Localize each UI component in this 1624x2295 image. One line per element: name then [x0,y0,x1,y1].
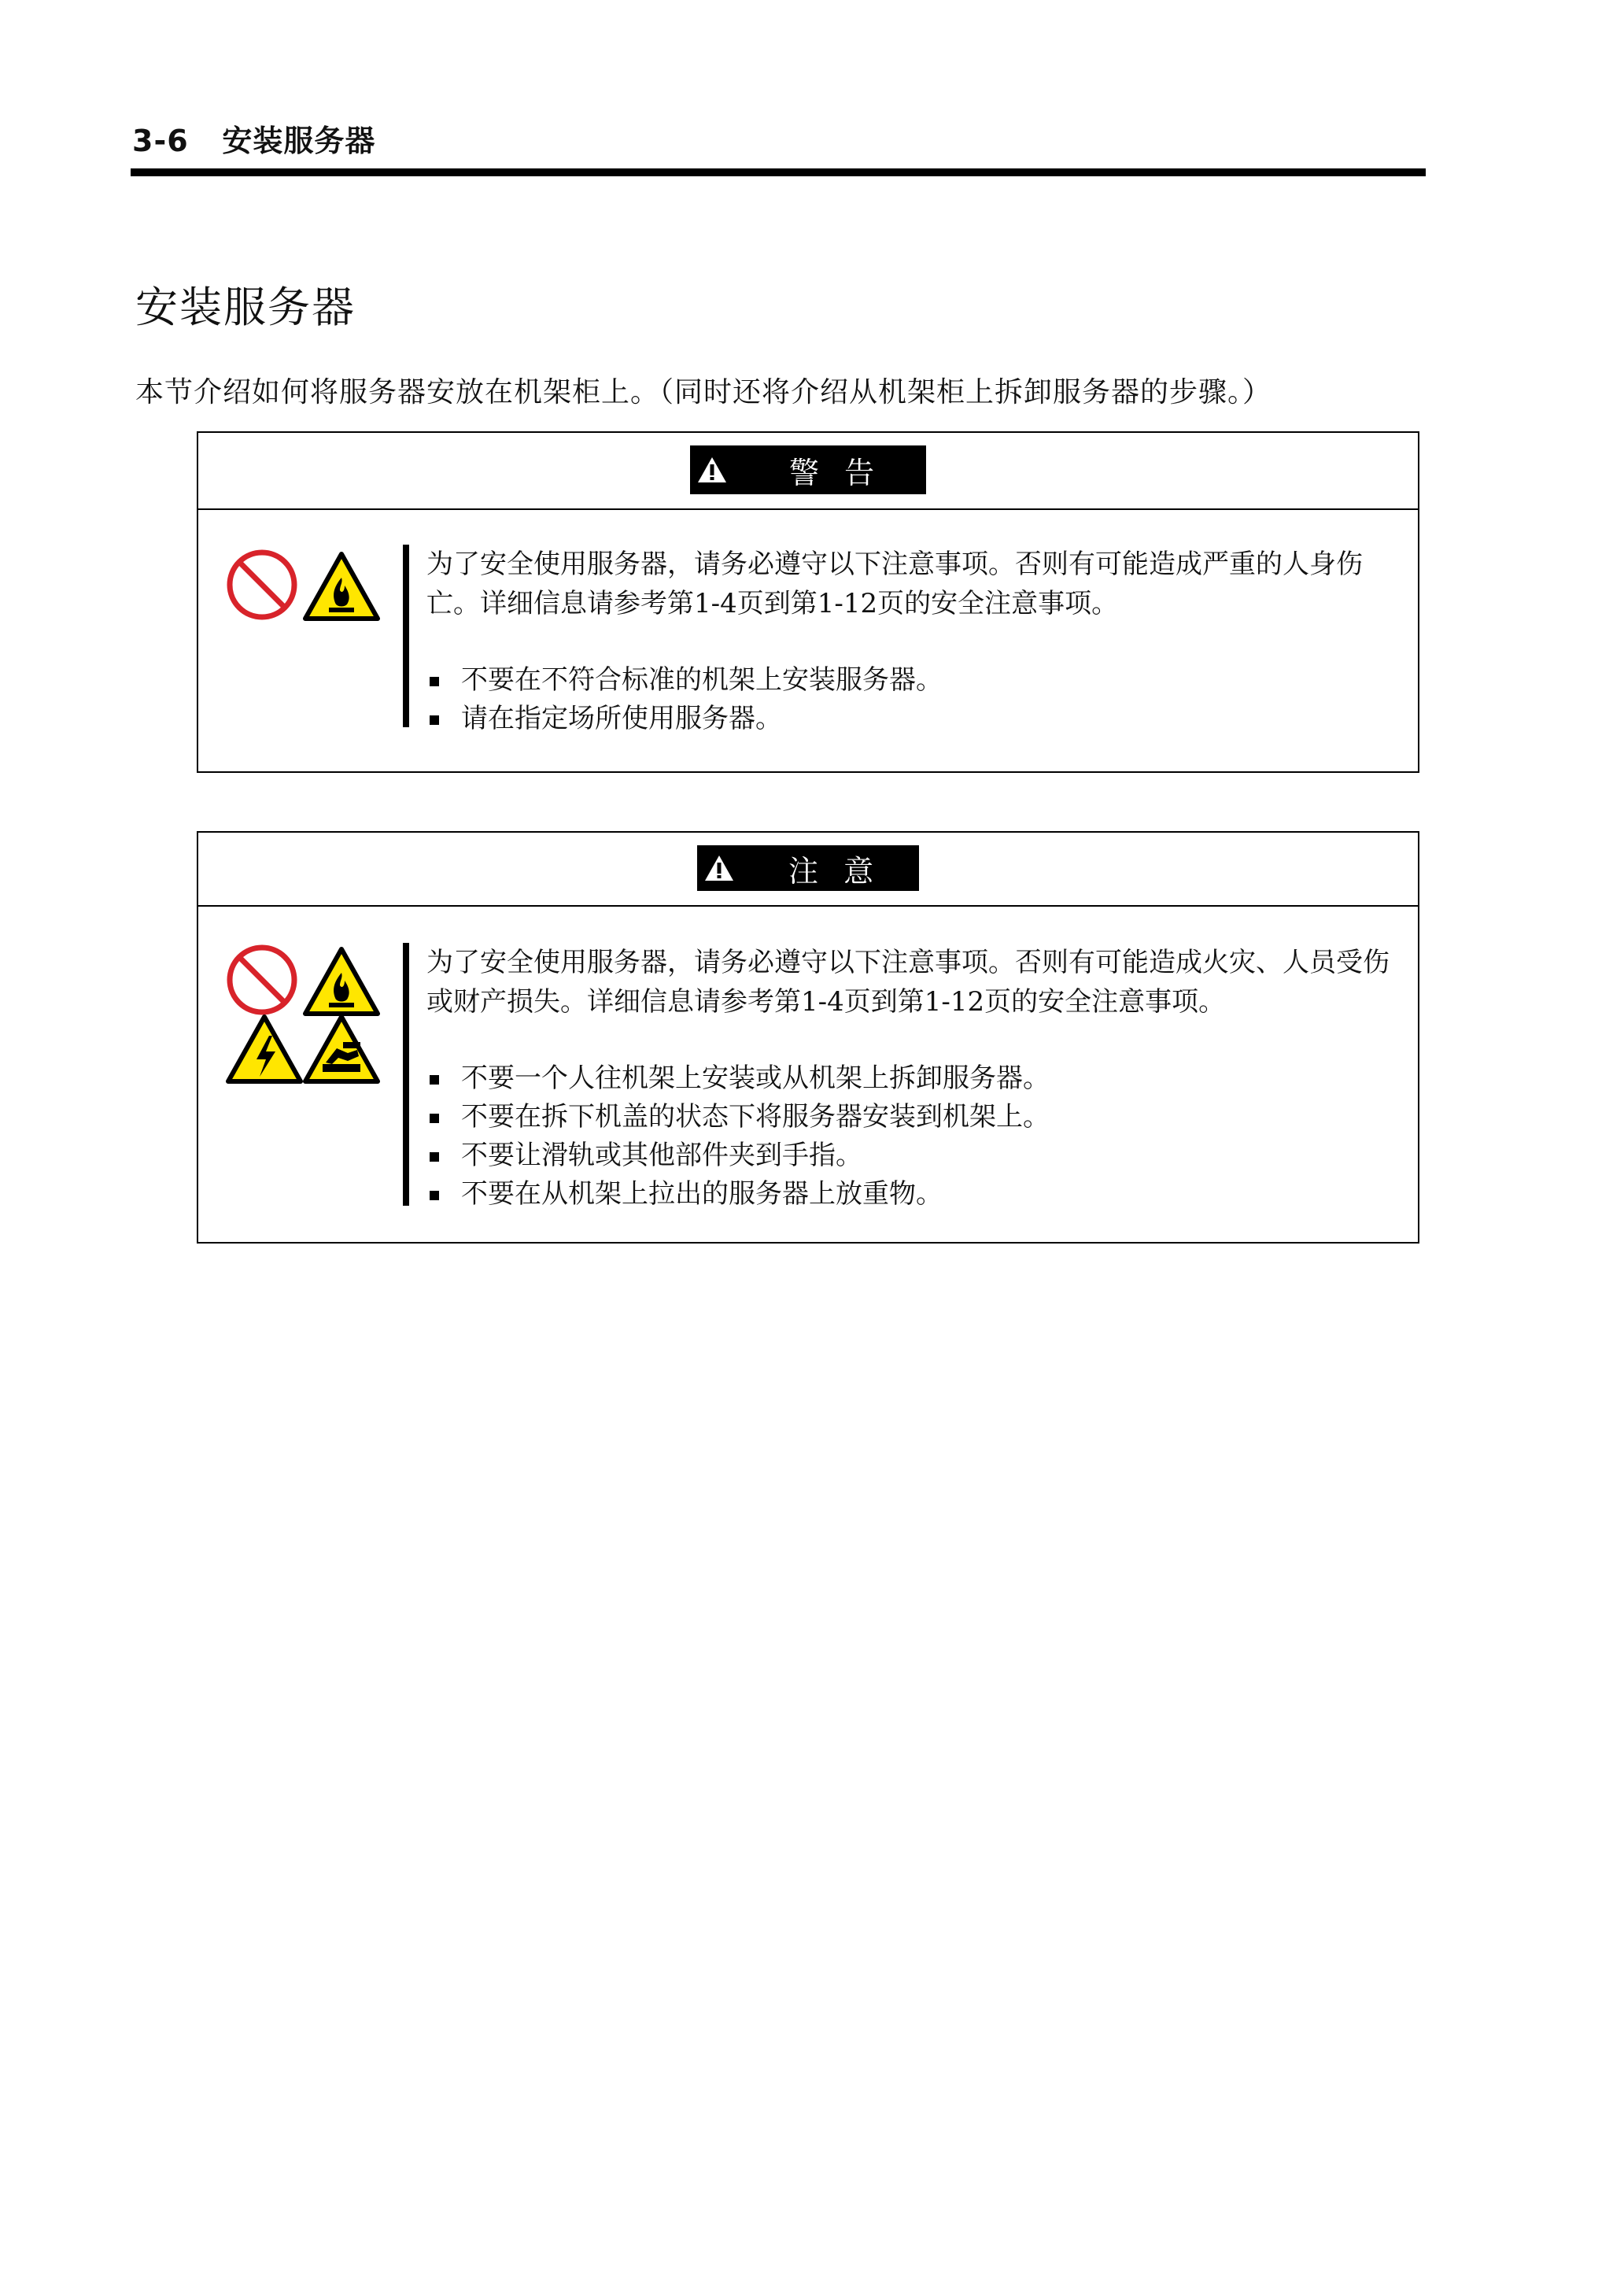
alert-triangle-icon [697,854,741,882]
warning-text: 为了安全使用服务器，请务必遵守以下注意事项。否则有可能造成严重的人身伤亡。详细信息请参考第1-4页到第1-12页的安全注意事项。 [426,549,1363,619]
caution-box [197,831,1419,1244]
fire-hazard-icon [302,551,381,622]
warning-tag [690,445,926,494]
fire-hazard-icon [302,946,381,1017]
warning-list [426,661,1402,738]
list-item: 不要让滑轨或其他部件夹到手指。 [426,1136,1402,1175]
electric-shock-icon [225,1014,304,1085]
caution-list [426,1059,1402,1214]
caution-body [198,907,1418,1244]
caution-header [198,833,1418,907]
list-item: 请在指定场所使用服务器。 [426,700,1402,738]
warning-label: 警 告 [789,455,883,490]
list-item: 不要一个人往机架上安装或从机架上拆卸服务器。 [426,1059,1402,1098]
list-item: 不要在拆下机盖的状态下将服务器安装到机架上。 [426,1098,1402,1136]
header-title: 安装服务器 [222,124,376,158]
caution-content [426,943,1402,1214]
prohibited-icon [225,548,299,622]
warning-content [426,545,1402,738]
page-title: 安装服务器 [135,283,356,332]
warning-body [198,510,1418,773]
alert-triangle-icon [690,456,734,484]
warning-box [197,431,1419,773]
list-item: 不要在不符合标准的机架上安装服务器。 [426,661,1402,700]
warning-header [198,433,1418,510]
caution-tag [697,845,919,891]
caution-text: 为了安全使用服务器，请务必遵守以下注意事项。否则有可能造成火灾、人员受伤或财产损失。详细信息请参考第1-4页到第1-12页的安全注意事项。 [426,947,1390,1018]
list-item: 不要在从机架上拉出的服务器上放重物。 [426,1175,1402,1214]
header-rule [131,168,1426,176]
prohibited-icon [225,943,299,1017]
caution-side-bar [403,943,409,1206]
running-header [132,116,375,160]
header-section-number: 3-6 [132,124,189,158]
intro-paragraph: 本节介绍如何将服务器安放在机架柜上。（同时还将介绍从机架柜上拆卸服务器的步骤。） [135,376,1272,408]
pinch-hazard-icon [302,1014,381,1085]
warning-side-bar [403,545,409,727]
caution-label: 注 意 [788,853,882,889]
